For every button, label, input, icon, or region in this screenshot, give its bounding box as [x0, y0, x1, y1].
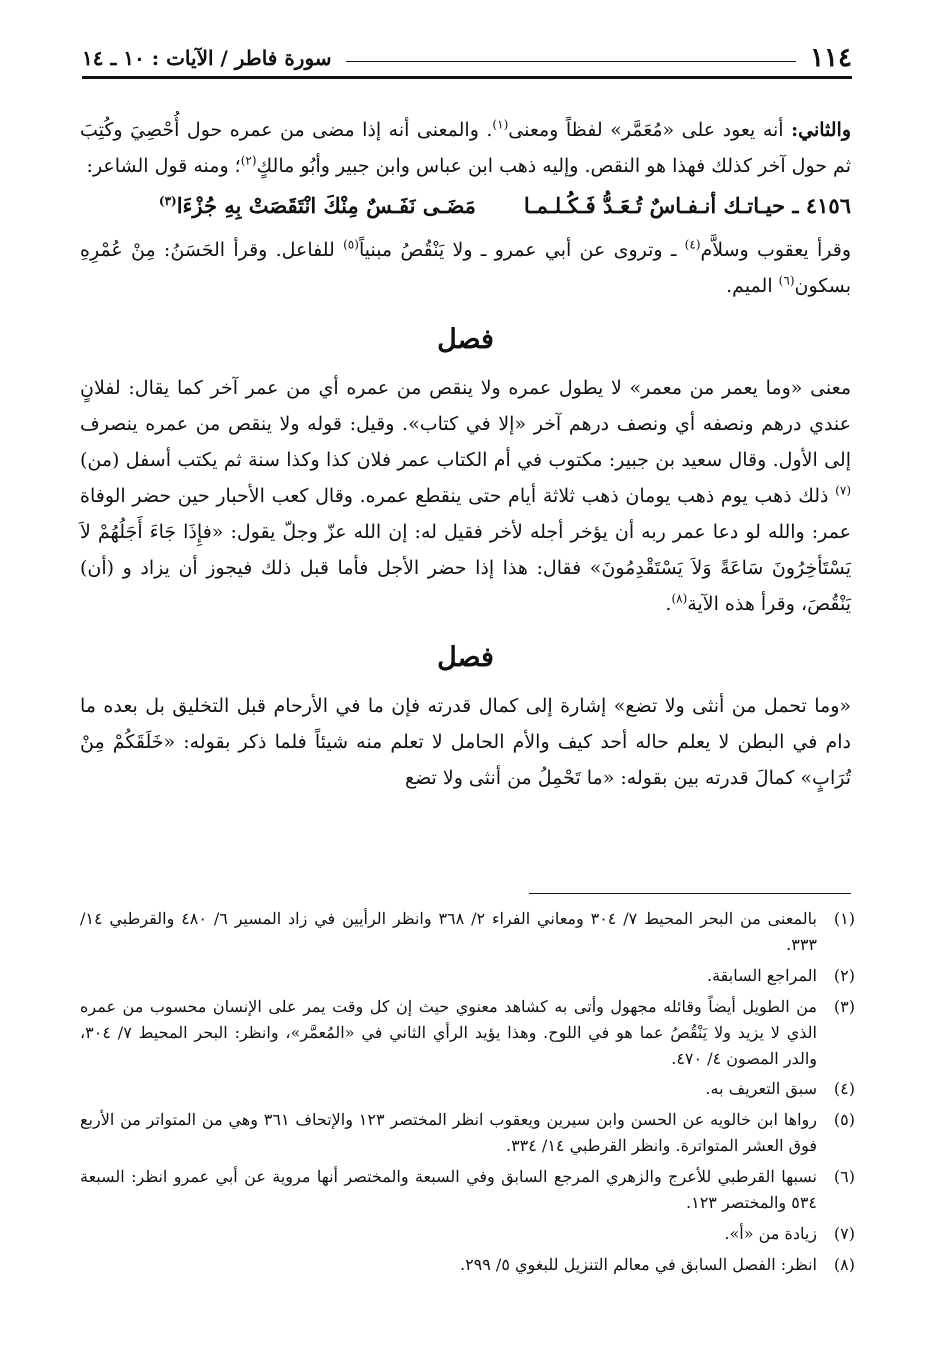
footnote-text: زيادة من «أ».	[724, 1223, 817, 1243]
paragraph	[80, 688, 851, 796]
footnote-ref: (٥)	[343, 237, 359, 252]
footnote	[80, 1252, 855, 1278]
footnote-ref: (٧)	[835, 483, 851, 498]
verse-second-half: مَضَـى نَفَـسٌ مِنْكَ انْتَقَصَتْ بِهِ جُزْءَا$^{(٣)}$	[158, 193, 476, 219]
paragraph-text: «وما تحمل من أنثى ولا تضع» إشارة إلى كمال قدرته فإن ما في الأرحام قبل التخليق بل بعده ما دام في البطن لا يعلم حاله أحد كيف والأم الحامل لا تعلم منه شيئاً فلما ذكر بقوله: «خَلَقَكُمْ مِنْ تُرَابٍ» كمالَ قدرته بين بقوله: «ما تَحْمِلُ من أنثى ولا تضع	[80, 694, 851, 789]
paragraph-text: .	[665, 593, 672, 616]
footnote-ref: (٨)	[671, 591, 688, 606]
paragraph	[80, 232, 851, 304]
footnote-text: المراجع السابقة.	[706, 965, 817, 985]
footnote	[80, 994, 855, 1072]
footnote	[80, 1221, 855, 1247]
paragraph-text: معنى «وما يعمر من معمر» لا يطول عمره ولا ينقص من عمره أي من عمر آخر كما يقال: لفلانٍ عندي درهم ونصفه أي ونصف درهم آخر «إلا في كتاب». وقيل: قوله ولا ينقص من عمره ينصرف إلى الأول. وقال سعيد بن جبير: مكتوب في أم الكتاب عمر فلان كذا وكذا سنة ثم يكتب أسفل (من)	[80, 376, 851, 471]
paragraph-text: الميم.	[726, 275, 773, 298]
poetry-verse	[80, 186, 851, 226]
footnote-ref: (٤)	[684, 237, 701, 252]
footnote-number: (٥)	[833, 1110, 855, 1130]
footnote-number: (١)	[833, 909, 855, 928]
verse-number: ٤١٥٦ ـ	[792, 193, 851, 219]
footnote-number: (٦)	[833, 1167, 855, 1187]
footnote-number: (٢)	[833, 965, 855, 985]
footnote-divider	[529, 893, 851, 894]
footnote-number: (٨)	[833, 1254, 855, 1274]
footnote	[80, 1164, 855, 1216]
paragraph	[80, 370, 851, 623]
verse-first-half: ٤١٥٦ ـ حيـاتـك أنـفـاسٌ تُـعَـدُّ فَـكُـلـمـا	[523, 193, 851, 219]
section-title: فصل	[437, 642, 494, 674]
footnote-ref: (٣)	[158, 194, 177, 209]
footnote	[80, 963, 855, 989]
footnote-text: سبق التعريف به.	[705, 1079, 817, 1099]
paragraph-text: للفاعل. وقرأ الحَسَنُ: مِنْ عُمْرِهِ بسكون	[80, 239, 851, 298]
page-number: ١١٤	[810, 43, 852, 73]
page-header	[82, 40, 852, 79]
footnote-text: انظر: الفصل السابق في معالم التنزيل للبغوي ٥/ ٢٩٩.	[459, 1254, 817, 1274]
footnotes	[80, 906, 855, 1283]
paragraph-lead: والثاني:	[791, 119, 851, 141]
footnote-number: (٤)	[833, 1079, 855, 1099]
footnote-text: نسبها القرطبي للأعرج والزهري المرجع السابق وفي السبعة والمختصر أنها مروية عن أبي عمرو انظر: السبعة ٥٣٤ والمختصر ١٢٣.	[80, 1167, 817, 1213]
paragraph-text: وقرأ يعقوب وسلاَّم	[700, 239, 851, 262]
footnote	[80, 906, 855, 958]
paragraph-text: ـ وتروى عن أبي عمرو ـ ولا يَنْقُصُ مبنياً	[358, 239, 677, 262]
paragraph-text: أنه يعود على «مُعَمَّر» لفظاً ومعنى	[508, 119, 784, 141]
section-title: فصل	[437, 324, 494, 356]
footnote-ref: (٦)	[778, 273, 795, 288]
footnote	[80, 1076, 855, 1102]
paragraph-text: . والمعنى أنه إذا مضى من عمره حول أُحْصِيَ وكُتِبَ ثم حول آخر كذلك فهذا هو النقص. وإليه ذهب ابن عباس وابن جبير وأبُو مالكٍ	[80, 119, 851, 178]
footnote	[80, 1107, 855, 1159]
footnote-text: بالمعنى من البحر المحيط ٧/ ٣٠٤ ومعاني الفراء ٢/ ٣٦٨ وانظر الرأيين في زاد المسير ٦/ ٤٨٠ والقرطبي ١٤/ ٣٣٣.	[80, 909, 818, 954]
footnote-text: من الطويل أيضاً وقائله مجهول وأتى به كشاهد معنوي حيث إن كل وقت يمر على الإنسان محسوب من عمره الذي لا يزيد ولا يَنْقُصُ عما هو في اللوح. وهذا يؤيد الرأي الثاني في «المُعمَّر»، وانظر: البحر المحيط ٧/ ٣٠٤، والدر المصون ٤/ ٤٧٠.	[80, 996, 817, 1068]
footnote-ref: (١)	[492, 117, 509, 132]
running-title: سورة فاطر / الآيات : ١٠ ـ ١٤	[82, 46, 332, 70]
footnote-ref: (٢)	[240, 153, 257, 168]
paragraph	[80, 112, 851, 184]
paragraph-text: ذلك ذهب يوم ذهب يومان ذهب ثلاثة أيام حتى ينقطع عمره. وقال كعب الأحبار حين حضر الوفاة عمر: والله لو دعا عمر ربه أن يؤخر أجله لأخر فقيل له: إن الله عزّ وجلّ يقول: «فإِذَا جَاءَ أَجَلُهُمْ لاَ يَسْتَأخِرُونَ سَاعَةً وَلاَ يَسْتَقْدِمُونَ» فقال: هذا إذا حضر الأجل فأما قبل ذلك فيجوز أن يزاد و (أن) يَنْقُصَ، وقرأ هذه الآية	[80, 484, 851, 616]
footnote-text: رواها ابن خالويه عن الحسن وابن سيرين ويعقوب انظر المختصر ١٢٣ والإتحاف ٣٦١ وهي من المتواتر من الأربع فوق العشر المتواترة. وانظر القرطبي ١٤/ ٣٣٤.	[80, 1110, 817, 1156]
footnote-number: (٣)	[833, 996, 855, 1016]
footnote-number: (٧)	[833, 1223, 855, 1243]
header-rule	[346, 61, 797, 62]
main-text	[80, 112, 851, 796]
paragraph-text: ؛ ومنه قول الشاعر:	[86, 155, 241, 178]
